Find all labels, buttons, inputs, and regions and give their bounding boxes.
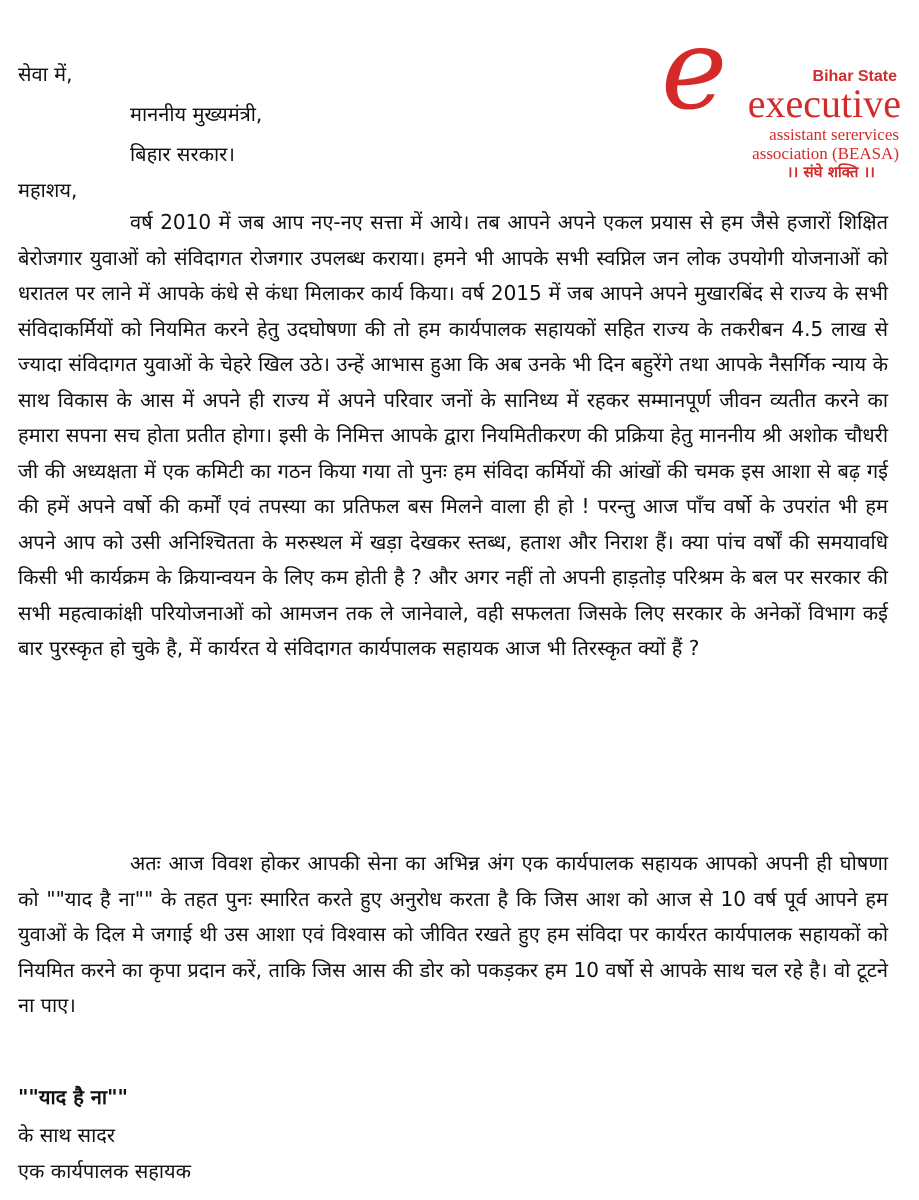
logo-executive-text: executive (747, 81, 901, 126)
logo-subtitle (752, 125, 899, 163)
salutation-to: सेवा में, (18, 62, 73, 86)
logo-state-text: Bihar State (812, 68, 897, 85)
recipient-title: माननीय मुख्यमंत्री, (130, 102, 263, 126)
logo-motto: ।। संघे शक्ति ।। (786, 163, 875, 181)
recipient-office: बिहार सरकार। (130, 142, 235, 166)
paragraph-request: अतः आज विवश होकर आपकी सेना का अभिन्न अंग एक कार्यपालक सहायक आपको अपनी ही घोषणा को ""याद है ना"" के तहत पुनः स्मारित करते हुए अनुरोध करता है कि जिस आश को आज से 10 वर्ष पूर्व आपने हम युवाओं के दिल मे जगाई थी उस आशा एवं विश्वास को जीवित रखते हुए हम संविदा पर कार्यरत कार्यपालक सहायकों को नियमित करने का कृपा प्रदान करें, ताकि जिस आस की डोर को पकड़कर हम 10 वर्षो से आपके साथ चल रहे है। वो टूटने ना पाए। (18, 851, 888, 1017)
tagline: ""याद है ना"" (18, 1085, 128, 1109)
closing: के साथ सादर (18, 1123, 116, 1147)
logo-e-mark: e (661, 5, 728, 135)
logo-subtitle-line1: assistant serervices (769, 125, 899, 144)
beasa-logo (661, 5, 901, 182)
paragraph-main: वर्ष 2010 में जब आप नए-नए सत्ता में आये। तब आपने अपने एकल प्रयास से हम जैसे हजारों शिक्षित बेरोजगार युवाओं को संविदागत रोजगार उपलब्ध कराया। हमने भी आपके सभी स्वप्निल जन लोक उपयोगी योजनाओं को धरातल पर लाने में आपके कंधे से कंधा मिलाकर कार्य किया। वर्ष 2015 में जब आपने अपने मुखारबिंद से राज्य के सभी संविदाकर्मियों को नियमित करने हेतु उदघोषणा की तो हम कार्यपालक सहायकों सहित राज्य के तकरीबन 4.5 लाख से ज्यादा संविदागत युवाओं के चेहरे खिल उठे। उन्हें आभास हुआ कि अब उनके भी दिन बहुरेंगे तथा आपके नैसर्गिक न्याय के साथ विकास के आस में अपने ही राज्य में अपने परिवार जनों के सानिध्य में रहकर सम्मानपूर्ण जीवन व्यतीत करने का हमारा सपना सच होता प्रतीत होगा। इसी के निमित्त आपके द्वारा नियमितीकरण की प्रक्रिया हेतु माननीय श्री अशोक चौधरी जी की अध्यक्षता में एक कमिटी का गठन किया गया तो पुनः हम संविदा कर्मियों की आंखों की चमक इस आशा से बढ़ गई की हमें अपने वर्षो की कर्मों एवं तपस्या का प्रतिफल बस मिलने वाला ही हो ! परन्तु आज पाँच वर्षो के उपरांत भी हम अपने आप को उसी अनिश्चितता के मरुस्थल में खड़ा देखकर स्तब्ध, हताश और निराश हैं। क्या पांच वर्षों की समयावधि किसी भी कार्यक्रम के क्रियान्वयन के लिए कम होती है ? और अगर नहीं तो अपनी हाड़तोड़ परिश्रम के बल पर सरकार की सभी महत्वाकांक्षी परियोजनाओं को आमजन तक ले जानेवाले, वही सफलता जिसके लिए सरकार के अनेकों विभाग कई बार पुरस्कृत हो चुके है, में कार्यरत ये संविदागत कार्यपालक सहायक आज भी तिरस्कृत क्यों हैं ? (18, 210, 888, 660)
logo-subtitle-line2: association (BEASA) (752, 144, 899, 163)
signature: एक कार्यपालक सहायक (18, 1159, 192, 1183)
greeting: महाशय, (18, 178, 78, 202)
